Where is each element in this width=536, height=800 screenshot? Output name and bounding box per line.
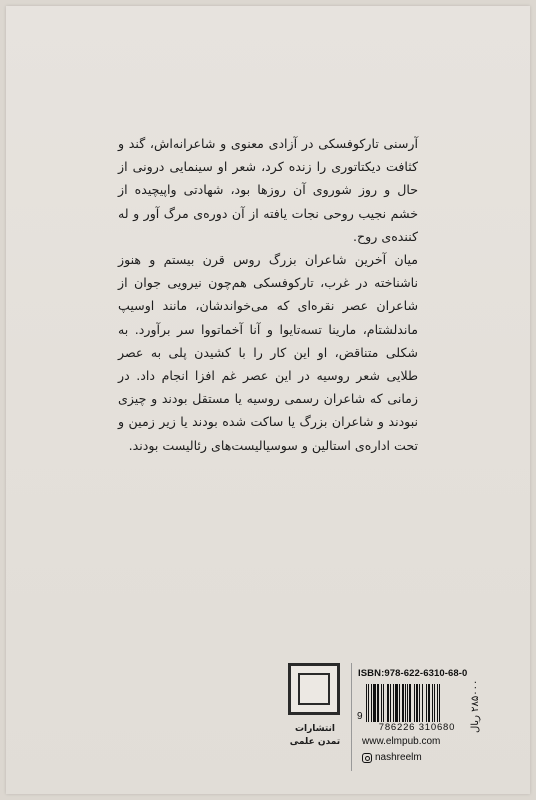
publisher-name-line2: تمدن علمی: [289, 737, 341, 747]
publisher-social: [362, 752, 422, 763]
price-label: ۲۸۵۰۰۰ ریال: [470, 680, 481, 734]
barcode-digits: 786226 310680: [378, 722, 456, 733]
blurb-paragraph-1: آرسنی تارکوفسکی در آزادی معنوی و شاعرانه‌اش، گند و کثافت دیکتاتوری را زنده کرد، شعر او سینمایی درونی از حال و روز شوروی آن روزها بود، شهادتی واپیچیده از خشم نجیب روحی نجات یافته از آن دوره‌ی مرگ آور و له کننده‌ی روح.: [118, 136, 418, 244]
publisher-website: www.elmpub.com: [362, 736, 441, 747]
divider: [351, 663, 352, 771]
publisher-logo-icon: [288, 663, 340, 715]
instagram-icon: [362, 753, 372, 763]
publisher-name: [284, 723, 346, 749]
blurb-paragraph-2: میان آخرین شاعران بزرگ روس قرن بیستم و هنوز ناشناخته در غرب، تارکوفسکی هم‌چون نیرویی جوان از شاعران عصر نقره‌ای که می‌خواندشان، مانند اوسیپ ماندلشتام، مارینا تسه‌تایوا و آنا آخماتووا سر برآورد. به شکلی متناقض، او این کار را با کشیدن پلی به عصر طلایی شعر روسیه در این عصر غم افزا انجام داد. در زمانی که شاعران رسمی روسیه یا مستقل بودند و چیزی نبودند و شاعران بزرگ یا ساکت شده بودند یا زیر زمین و تحت اداره‌ی استالین و سوسیالیست‌های رئالیست بودند.: [118, 252, 418, 453]
back-cover-blurb: [118, 132, 418, 457]
barcode-lead-digit: 9: [357, 711, 363, 722]
barcode: [366, 684, 468, 722]
publisher-name-line1: انتشارات: [295, 724, 335, 734]
publisher-logo-block: [284, 663, 346, 771]
isbn-label: ISBN:978-622-6310-68-0: [358, 668, 468, 679]
social-handle: nashreelm: [375, 752, 422, 763]
